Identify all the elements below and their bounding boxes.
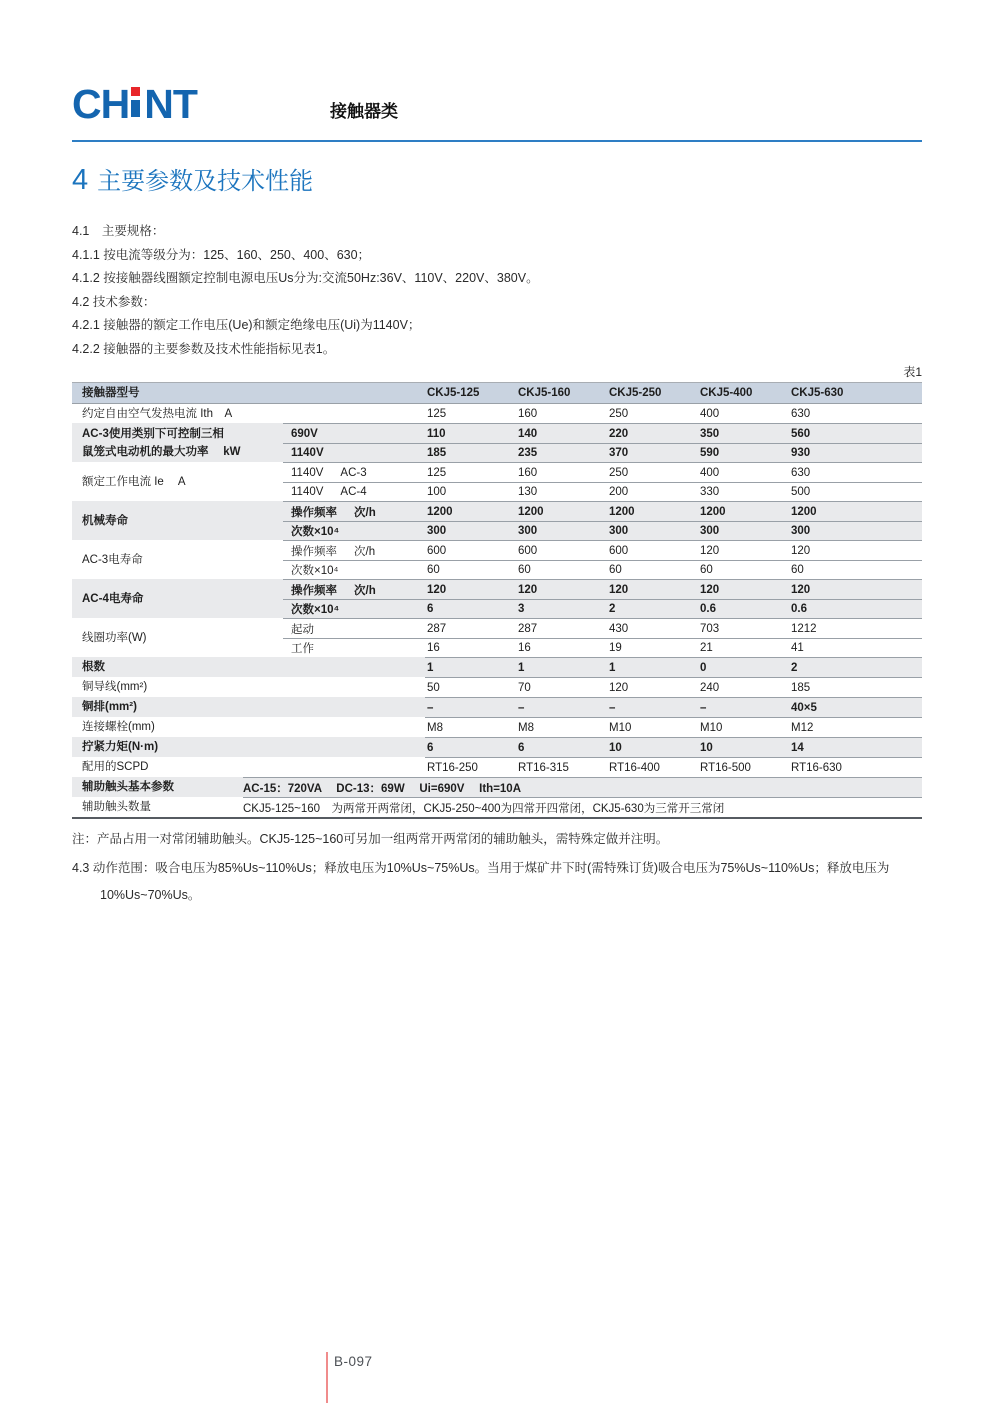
row-label-line: 机械寿命	[82, 514, 128, 527]
table-group	[72, 501, 922, 540]
row-label-line: 铜导线(mm²)	[82, 681, 148, 693]
table-group	[72, 737, 922, 757]
value-cell: –	[700, 701, 707, 714]
sub-label-text: 1140V	[291, 447, 324, 459]
logo-text-left: CH	[72, 81, 130, 127]
table-row	[425, 658, 922, 677]
row-label	[72, 677, 425, 697]
value-cell: 220	[609, 427, 629, 440]
section-title-text: 主要参数及技术性能	[97, 168, 314, 195]
value-cell: 19	[609, 642, 622, 654]
sub-label	[283, 486, 425, 498]
sub-label-text: 起动	[291, 623, 314, 636]
group-rows	[283, 540, 922, 579]
spec-table	[72, 382, 922, 819]
logo-i-dot-icon	[131, 84, 142, 124]
row-label-line: 辅助触头数量	[82, 801, 151, 813]
table-row-models	[425, 383, 922, 403]
group-rows	[425, 677, 922, 697]
value-cell: 250	[609, 466, 629, 479]
row-label-line: 拧紧力矩(N·m)	[82, 741, 159, 753]
value-cell: 120	[609, 583, 629, 596]
sub-label	[283, 562, 425, 578]
value-cell: 125	[427, 407, 447, 420]
value-cell: RT16-500	[700, 761, 751, 774]
page-category-title: 接触器类	[330, 102, 398, 121]
header-divider-rule	[72, 140, 922, 142]
value-cell: 300	[427, 525, 447, 537]
row-label	[72, 777, 243, 797]
group-rows	[243, 777, 922, 797]
group-rows	[425, 717, 922, 737]
value-cell: RT16-400	[609, 761, 660, 774]
value-cell: 110	[427, 427, 446, 440]
model-cell: CKJ5-400	[700, 387, 753, 399]
logo-text-right: NT	[144, 81, 197, 127]
value-cell: M10	[609, 721, 632, 734]
body-paragraph: 4.2.1 接触器的额定工作电压(Ue)和额定绝缘电压(Ui)为1140V；	[72, 318, 421, 332]
row-label	[72, 462, 283, 501]
row-label	[72, 618, 283, 657]
row-label	[72, 797, 243, 817]
sub-label-secondary: 次/h	[354, 545, 376, 558]
value-cell: 60	[427, 564, 440, 576]
value-cell: 250	[609, 407, 629, 420]
row-label-line: 线圈功率(W)	[82, 631, 147, 644]
row-label-line: 铜排(mm²)	[82, 701, 137, 713]
body-paragraph: 4.1.2 按接触器线圈额定控制电源电压Us分为:交流50Hz:36V、110V、220V、380V。	[72, 271, 539, 285]
model-cell: CKJ5-160	[518, 387, 571, 399]
table-footnote: 注：产品占用一对常闭辅助触头。CKJ5-125~160可另加一组两常开两常闭的辅助触头，需特殊定做并注明。	[72, 832, 669, 846]
value-cell: M8	[427, 721, 443, 734]
table-row	[283, 541, 922, 560]
value-cell: –	[609, 701, 616, 714]
row-label	[72, 657, 425, 677]
value-cell: 120	[700, 544, 720, 557]
value-cell: 1	[609, 661, 616, 674]
sub-label	[283, 504, 425, 520]
value-cell: M8	[518, 721, 534, 734]
page-number: B-097	[334, 1354, 373, 1369]
value-cell: 400	[700, 466, 720, 479]
group-rows	[425, 383, 922, 403]
table-row	[283, 580, 922, 599]
table-group	[72, 423, 922, 462]
table-row	[425, 678, 922, 697]
group-rows	[425, 404, 922, 423]
value-cell: 400	[700, 407, 720, 420]
page-header	[72, 0, 922, 142]
sub-label	[283, 582, 425, 598]
value-cell: 6	[518, 741, 525, 754]
sub-label-text: 操作频率	[291, 545, 337, 558]
value-cell: 430	[609, 622, 629, 635]
value-cell: 50	[427, 681, 440, 694]
value-cell: M12	[791, 721, 814, 734]
value-cell: 41	[791, 642, 804, 654]
value-cell: 40×5	[791, 701, 817, 714]
value-cell: 287	[518, 622, 538, 635]
section-number: 4	[72, 164, 89, 196]
value-cell: 60	[609, 564, 622, 576]
sub-label-text: 次数×10⁴	[291, 526, 340, 538]
value-cell: 120	[791, 544, 811, 557]
value-cell: 300	[518, 525, 538, 537]
model-cell: CKJ5-125	[427, 387, 480, 399]
value-cell: 16	[427, 642, 440, 654]
table-row	[243, 798, 922, 817]
value-cell: 160	[518, 466, 538, 479]
value-cell: 14	[791, 741, 804, 754]
value-cell: 120	[791, 583, 811, 596]
value-cell: 60	[518, 564, 531, 576]
row-label-line: AC-3使用类别下可控制三相	[82, 427, 224, 440]
page-content	[72, 0, 922, 915]
value-cell: 630	[791, 466, 811, 479]
group-rows	[425, 697, 922, 717]
para-4-3-line1: 4.3 动作范围：吸合电压为85%Us~110%Us；释放电压为10%Us~75%Us。当用于煤矿井下时(需特殊订货)吸合电压为75%Us~110%Us；释放电压为	[72, 861, 890, 875]
body-paragraph: 4.1.1 按电流等级分为：125、160、250、400、630；	[72, 247, 371, 262]
value-cell: 1200	[609, 505, 635, 518]
footer-accent-line	[326, 1352, 328, 1403]
row-label-line: AC-4电寿命	[82, 592, 144, 605]
value-cell: 1200	[518, 505, 544, 518]
row-label-line: 额定工作电流 Ie A	[82, 475, 186, 488]
value-cell: 125	[427, 466, 447, 479]
span-cell: AC-15：720VA DC-13：69W Ui=690V Ith=10A	[243, 782, 522, 795]
value-cell: 1	[518, 661, 525, 674]
value-cell: 2	[791, 661, 798, 674]
group-rows	[425, 757, 922, 777]
row-label-line: 接触器型号	[82, 387, 140, 399]
table-row	[283, 521, 922, 540]
sub-label	[283, 467, 425, 479]
value-cell: 130	[518, 486, 538, 498]
para-4-3-line2: 10%Us~70%Us。	[100, 888, 201, 902]
row-label-line: 根数	[82, 661, 105, 673]
value-cell: 630	[791, 407, 811, 420]
row-label-line: 连接螺栓(mm)	[82, 721, 155, 733]
sub-label-text: 1140V	[291, 486, 324, 498]
row-label	[72, 757, 425, 777]
value-cell: 185	[427, 447, 447, 459]
table-row	[425, 698, 922, 717]
sub-label-text: 次数×10⁴	[291, 604, 340, 616]
group-rows	[425, 737, 922, 757]
value-cell: 235	[518, 447, 538, 459]
table-group	[72, 657, 922, 677]
value-cell: 6	[427, 741, 434, 754]
value-cell: 350	[700, 427, 720, 440]
row-label	[72, 383, 425, 403]
group-rows	[283, 423, 922, 462]
group-rows	[283, 618, 922, 657]
row-label	[72, 540, 283, 579]
group-rows	[283, 579, 922, 618]
value-cell: 0.6	[791, 603, 807, 615]
value-cell: 60	[700, 564, 713, 576]
section-title	[72, 164, 922, 198]
sub-label	[283, 601, 425, 617]
table-group	[72, 404, 922, 423]
value-cell: 200	[609, 486, 629, 498]
row-label-line: 辅助触头基本参数	[82, 781, 174, 793]
value-cell: 600	[518, 544, 538, 557]
row-label-line: AC-3电寿命	[82, 553, 143, 566]
value-cell: 120	[518, 583, 538, 596]
sub-label-secondary: AC-4	[340, 486, 367, 498]
value-cell: 287	[427, 622, 447, 635]
table-row	[243, 778, 922, 797]
table-row	[283, 560, 922, 579]
value-cell: 1200	[791, 505, 817, 518]
value-cell: 10	[700, 741, 713, 754]
sub-label-text: 690V	[291, 427, 318, 440]
row-label	[72, 404, 425, 423]
row-label	[72, 579, 283, 618]
value-cell: 160	[518, 407, 538, 420]
group-rows	[283, 501, 922, 540]
row-label	[72, 717, 425, 737]
value-cell: 100	[427, 486, 447, 498]
table-caption: 表1	[903, 365, 922, 379]
value-cell: 185	[791, 681, 811, 694]
span-cell: CKJ5-125~160 为两常开两常闭，CKJ5-250~400为四常开四常闭，CKJ5-630为三常开三常闭	[243, 802, 725, 815]
value-cell: –	[518, 701, 525, 714]
table-row	[425, 718, 922, 737]
row-label	[72, 501, 283, 540]
row-label-line: 鼠笼式电动机的最大功率 kW	[82, 445, 241, 458]
sub-label-secondary: 次/h	[354, 506, 376, 519]
value-cell: 120	[700, 583, 720, 596]
model-cell: CKJ5-250	[609, 387, 662, 399]
sub-label-text: 1140V	[291, 466, 324, 479]
body-paragraphs	[72, 220, 922, 361]
value-cell: 1200	[700, 505, 726, 518]
value-cell: 0	[700, 661, 707, 674]
value-cell: RT16-250	[427, 761, 478, 774]
value-cell: 21	[700, 642, 713, 654]
table-group	[72, 697, 922, 717]
value-cell: 10	[609, 741, 622, 754]
value-cell: 930	[791, 447, 811, 459]
row-label-line: 约定自由空气发热电流 Ith A	[82, 407, 233, 420]
value-cell: 6	[427, 603, 434, 615]
value-cell: M10	[700, 721, 723, 734]
table-row	[283, 619, 922, 638]
table-group	[72, 540, 922, 579]
sub-label-text: 次数×10⁴	[291, 565, 339, 577]
value-cell: 1212	[791, 622, 817, 635]
table-row	[283, 443, 922, 462]
value-cell: 1	[427, 661, 434, 674]
value-cell: 1200	[427, 505, 453, 518]
table-row	[283, 638, 922, 657]
table-row	[283, 599, 922, 618]
value-cell: RT16-315	[518, 761, 569, 774]
value-cell: 590	[700, 447, 720, 459]
table-row	[425, 738, 922, 757]
chint-logo	[72, 81, 197, 127]
value-cell: 2	[609, 603, 616, 615]
table-group	[72, 797, 922, 817]
value-cell: 140	[518, 427, 538, 440]
table-row	[425, 758, 922, 777]
value-cell: 560	[791, 427, 811, 440]
sub-label	[283, 621, 425, 637]
value-cell: 300	[700, 525, 720, 537]
body-paragraph: 4.2 技术参数：	[72, 294, 156, 309]
sub-label-text: 工作	[291, 643, 314, 655]
table-group	[72, 717, 922, 737]
value-cell: 0.6	[700, 603, 716, 615]
value-cell: 300	[791, 525, 811, 537]
sub-label	[283, 447, 425, 459]
table-group	[72, 757, 922, 777]
table-group	[72, 618, 922, 657]
value-cell: 300	[609, 525, 629, 537]
sub-label	[283, 543, 425, 559]
model-cell: CKJ5-630	[791, 387, 844, 399]
table-row	[283, 424, 922, 443]
table-group	[72, 462, 922, 501]
table-header-row	[72, 383, 922, 404]
table-group	[72, 579, 922, 618]
value-cell: 370	[609, 447, 629, 459]
value-cell: 16	[518, 642, 531, 654]
group-rows	[283, 462, 922, 501]
body-paragraph: 4.2.2 接触器的主要参数及技术性能指标见表1。	[72, 341, 336, 356]
sub-label-secondary: AC-3	[340, 466, 367, 479]
sub-label-text: 操作频率	[291, 584, 337, 597]
row-label	[72, 737, 425, 757]
value-cell: –	[427, 701, 434, 714]
row-label	[72, 423, 283, 462]
sub-label	[283, 428, 425, 440]
row-label-line: 配用的SCPD	[82, 761, 149, 773]
sub-label	[283, 640, 425, 656]
sub-label-text: 操作频率	[291, 506, 337, 519]
row-label	[72, 697, 425, 717]
body-paragraph: 4.1 主要规格：	[72, 224, 165, 238]
sub-label-secondary: 次/h	[354, 584, 376, 597]
value-cell: 330	[700, 486, 720, 498]
group-rows	[243, 797, 922, 817]
value-cell: 60	[791, 564, 804, 576]
value-cell: 70	[518, 681, 531, 694]
table-row	[283, 463, 922, 482]
value-cell: 120	[427, 583, 447, 596]
table-row	[283, 482, 922, 501]
value-cell: 600	[427, 544, 447, 557]
value-cell: RT16-630	[791, 761, 842, 774]
value-cell: 3	[518, 603, 525, 615]
table-group	[72, 677, 922, 697]
sub-label	[283, 523, 425, 539]
value-cell: 240	[700, 681, 720, 694]
table-group	[72, 777, 922, 797]
group-rows	[425, 657, 922, 677]
notes-block	[72, 830, 922, 904]
value-cell: 703	[700, 622, 720, 635]
value-cell: 500	[791, 486, 811, 498]
value-cell: 600	[609, 544, 629, 557]
table-row	[283, 502, 922, 521]
table-row	[425, 404, 922, 423]
value-cell: 120	[609, 681, 629, 694]
